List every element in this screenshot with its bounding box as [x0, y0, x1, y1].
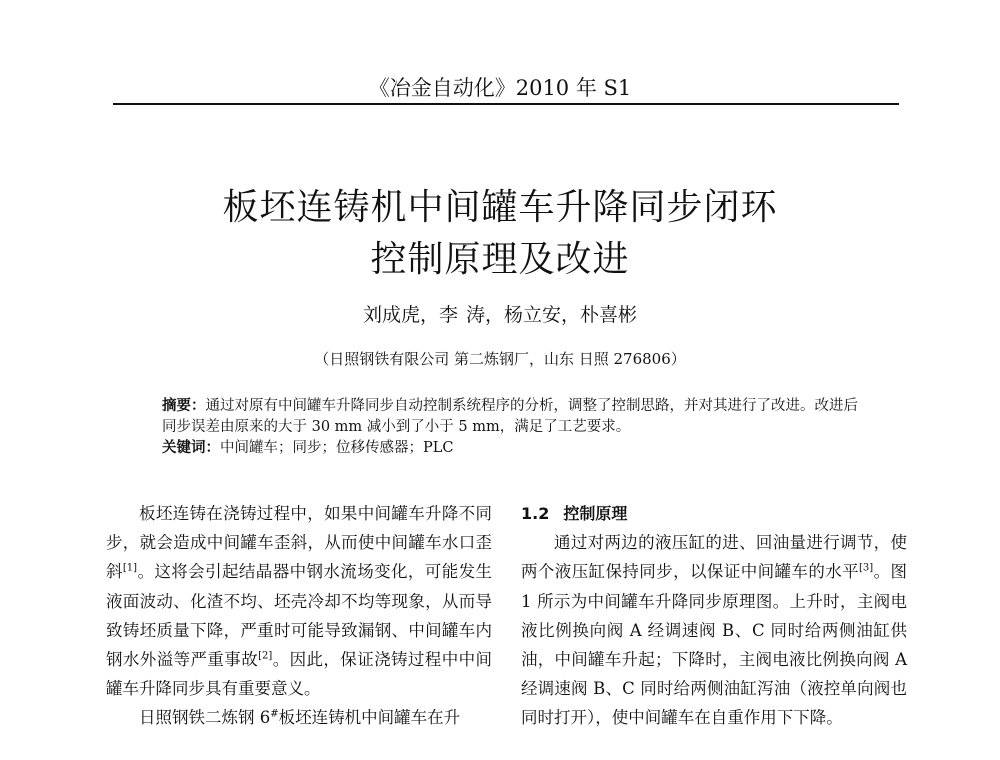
- abstract-label: 摘要：: [162, 398, 206, 414]
- abstract: [162, 396, 862, 438]
- authors: 刘成虎，李 涛，杨立安，朴喜彬: [362, 304, 638, 326]
- affiliation: （日照钢铁有限公司 第二炼钢厂，山东 日照 276806）: [314, 350, 686, 368]
- left-p2-text-a: 日照钢铁二炼钢 6: [139, 708, 271, 728]
- section-title: 控制原理: [563, 504, 628, 523]
- left-p1-text-b: 。这将会引起结晶器中钢水流场变化，可能发生液面波动、化渣不均、坯壳冷却不均等现象，从而导致铸坯质量下降，严重时可能导致漏钢、中间罐车内钢水外溢等严重事故: [106, 562, 493, 670]
- abstract-block: [162, 396, 862, 459]
- keywords-label: 关键词：: [162, 440, 220, 456]
- abstract-text: 通过对原有中间罐车升降同步自动控制系统程序的分析，调整了控制思路，并对其进行了改进。改进后同步误差由原来的大于 30 mm 减小到了小于 5 mm，满足了工艺要求。: [162, 398, 858, 435]
- left-p2-text-b: 板坯连铸机中间罐车在升: [278, 708, 461, 728]
- citation-2[interactable]: [2]: [258, 650, 273, 662]
- left-p1-text-c: 。因此，保证浇铸过程中中间罐车升降同步具有重要意义。: [106, 650, 493, 699]
- keywords: [162, 438, 862, 459]
- right-paragraph-1: [521, 528, 907, 732]
- citation-3[interactable]: [3]: [859, 562, 874, 574]
- right-p1-text-b: 。图 1 所示为中间罐车升降同步原理图。上升时，主阀电液比例换向阀 A 经调速阀 B、C 同时给两侧油缸供油，中间罐车升起；下降时，主阀电液比例换向阀 A 经调速阀 B、C 同时给两侧油缸泻油（液控单向阀也同时打开），使中间罐车在自重作用下下降。: [521, 562, 908, 728]
- section-number: 1.2: [521, 504, 550, 523]
- citation-1[interactable]: [1]: [122, 562, 138, 574]
- header-rule: [113, 103, 899, 105]
- title-line-1: 板坯连铸机中间罐车升降同步闭环: [222, 187, 778, 228]
- right-p1-text-a: 通过对两边的液压缸的进、回油量进行调节，使两个液压缸保持同步，以保证中间罐车的水平: [521, 533, 907, 582]
- keywords-text: 中间罐车；同步；位移传感器；PLC: [220, 440, 454, 456]
- journal-header: 《冶金自动化》2010 年 S1: [368, 76, 632, 100]
- title-line-2: 控制原理及改进: [370, 239, 630, 280]
- section-heading: [521, 499, 907, 528]
- right-column: [521, 499, 907, 733]
- left-column: [106, 499, 492, 733]
- machine-number-sup: #: [270, 708, 279, 720]
- left-paragraph-2: [106, 703, 492, 732]
- left-paragraph-1: [106, 499, 492, 703]
- left-p1-text-a: 板坯连铸在浇铸过程中，如果中间罐车升降不同步，就会造成中间罐车歪斜，从而使中间罐车水口歪斜: [106, 504, 492, 582]
